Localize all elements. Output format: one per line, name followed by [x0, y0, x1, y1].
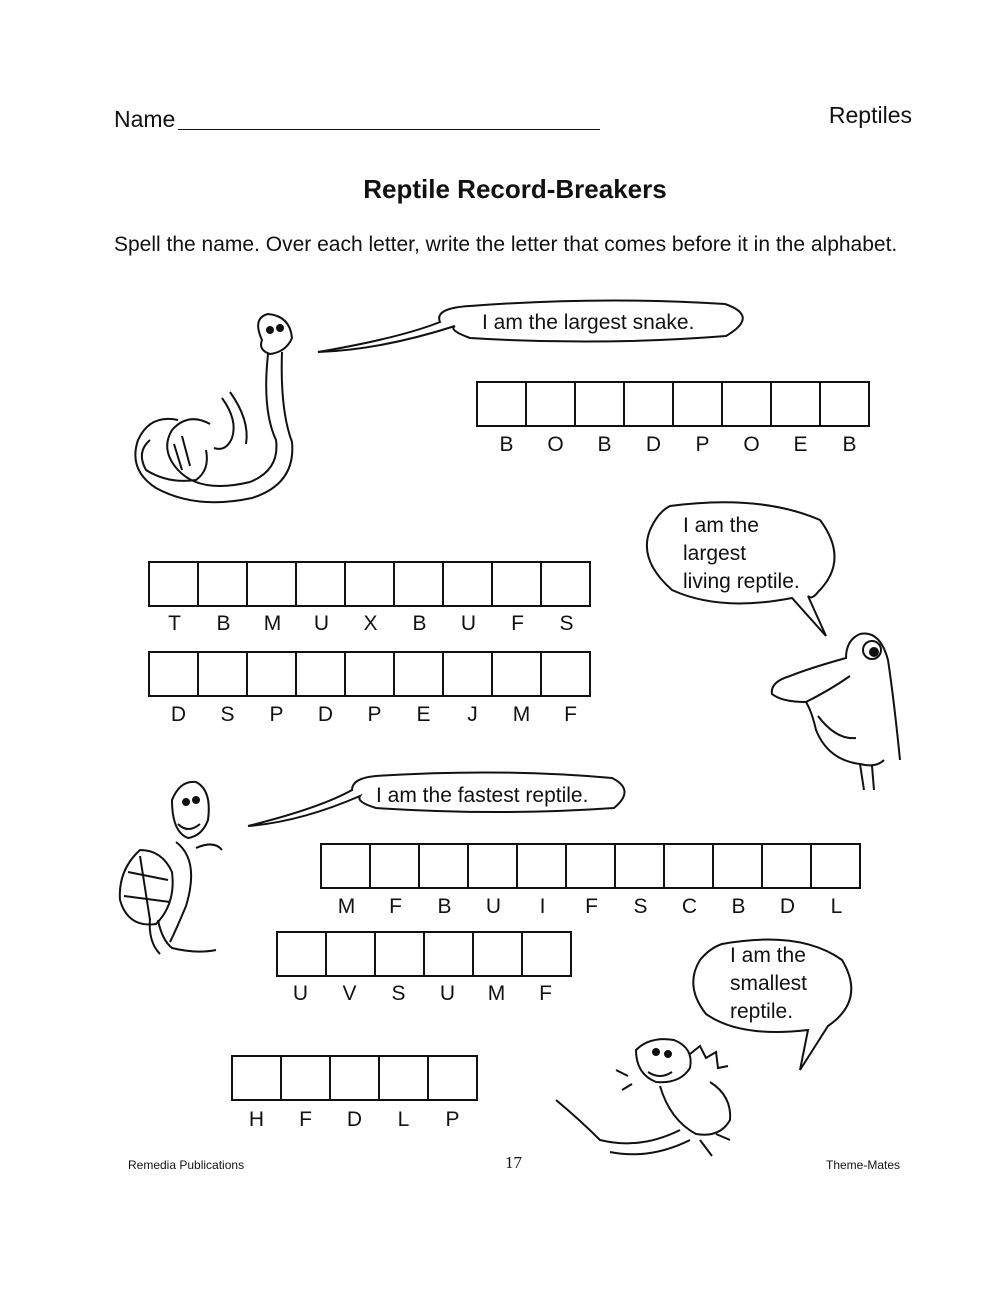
snake-bubble-text: I am the largest snake.	[482, 311, 695, 334]
cipher-letter: F	[389, 895, 402, 918]
answer-box[interactable]	[476, 381, 527, 427]
turtle-cipher-letters-2	[276, 982, 570, 1006]
cipher-letter: S	[391, 982, 406, 1005]
cipher-letter: B	[842, 433, 857, 456]
turtle-bubble-text: I am the fastest reptile.	[376, 784, 589, 807]
cipher-letter: L	[830, 895, 843, 918]
answer-box[interactable]	[329, 1055, 380, 1101]
cipher-letter: F	[585, 895, 598, 918]
instructions: Spell the name. Over each letter, write the letter that comes before it in the alphabet.	[114, 233, 898, 256]
turtle-answer-boxes-1[interactable]	[320, 843, 859, 889]
alligator-bubble-line-3: living reptile.	[683, 570, 800, 593]
alligator-bubble-line-1: I am the	[683, 514, 759, 537]
cipher-letter: F	[299, 1108, 312, 1131]
answer-box[interactable]	[280, 1055, 331, 1101]
cipher-letter: C	[681, 895, 698, 918]
answer-box[interactable]	[623, 381, 674, 427]
cipher-letter: D	[779, 895, 796, 918]
cipher-letter: D	[346, 1108, 363, 1131]
answer-box[interactable]	[565, 843, 616, 889]
name-label: Name	[114, 106, 176, 132]
cipher-letter: J	[467, 703, 478, 726]
cipher-letter: U	[292, 982, 309, 1005]
cipher-letter: P	[445, 1108, 460, 1131]
answer-box[interactable]	[442, 651, 493, 697]
answer-box[interactable]	[663, 843, 714, 889]
answer-box[interactable]	[712, 843, 763, 889]
alligator-cipher-letters-1	[150, 612, 591, 636]
answer-box[interactable]	[197, 651, 248, 697]
cipher-letter: M	[512, 703, 531, 726]
cipher-letter: F	[564, 703, 577, 726]
cipher-letter: M	[337, 895, 356, 918]
cipher-letter: X	[363, 612, 378, 635]
cipher-letter: U	[313, 612, 330, 635]
answer-box[interactable]	[442, 561, 493, 607]
lizard-cipher-letters	[232, 1108, 477, 1132]
cipher-letter: B	[597, 433, 612, 456]
answer-box[interactable]	[246, 651, 297, 697]
cipher-letter: P	[269, 703, 284, 726]
cipher-letter: H	[248, 1108, 265, 1131]
answer-box[interactable]	[418, 843, 469, 889]
answer-box[interactable]	[148, 651, 199, 697]
answer-box[interactable]	[810, 843, 861, 889]
answer-box[interactable]	[491, 561, 542, 607]
lizard-answer-boxes[interactable]	[231, 1055, 476, 1101]
footer-series: Theme-Mates	[826, 1158, 901, 1172]
answer-box[interactable]	[540, 651, 591, 697]
answer-box[interactable]	[819, 381, 870, 427]
answer-box[interactable]	[231, 1055, 282, 1101]
answer-box[interactable]	[325, 931, 376, 977]
answer-box[interactable]	[721, 381, 772, 427]
answer-box[interactable]	[197, 561, 248, 607]
cipher-letter: S	[559, 612, 574, 635]
lizard-bubble-line-3: reptile.	[730, 1000, 794, 1023]
answer-box[interactable]	[540, 561, 591, 607]
snake-cipher-letters	[482, 433, 874, 457]
cipher-letter: U	[485, 895, 502, 918]
answer-box[interactable]	[516, 843, 567, 889]
answer-box[interactable]	[320, 843, 371, 889]
answer-box[interactable]	[423, 931, 474, 977]
cipher-letter: F	[511, 612, 524, 635]
cipher-letter: M	[263, 612, 282, 635]
answer-box[interactable]	[761, 843, 812, 889]
cipher-letter: P	[367, 703, 382, 726]
answer-box[interactable]	[295, 561, 346, 607]
cipher-letter: E	[793, 433, 808, 456]
answer-box[interactable]	[344, 651, 395, 697]
cipher-letter: D	[170, 703, 187, 726]
answer-box[interactable]	[614, 843, 665, 889]
answer-box[interactable]	[467, 843, 518, 889]
cipher-letter: B	[731, 895, 746, 918]
snake-answer-boxes[interactable]	[476, 381, 868, 427]
cipher-letter: D	[645, 433, 662, 456]
answer-box[interactable]	[525, 381, 576, 427]
cipher-letter: V	[342, 982, 357, 1005]
cipher-letter: P	[695, 433, 710, 456]
cipher-letter: F	[539, 982, 552, 1005]
answer-box[interactable]	[574, 381, 625, 427]
lizard-bubble-line-2: smallest	[730, 972, 808, 995]
alligator-answer-boxes-2[interactable]	[148, 651, 589, 697]
snake-illustration	[135, 314, 292, 502]
cipher-letter: O	[743, 433, 760, 456]
answer-box[interactable]	[148, 561, 199, 607]
answer-box[interactable]	[246, 561, 297, 607]
cipher-letter: L	[397, 1108, 410, 1131]
cipher-letter: E	[416, 703, 431, 726]
cipher-letter: B	[437, 895, 452, 918]
answer-box[interactable]	[427, 1055, 478, 1101]
cipher-letter: D	[317, 703, 334, 726]
answer-box[interactable]	[521, 931, 572, 977]
cipher-letter: T	[168, 612, 181, 635]
turtle-illustration	[120, 782, 222, 954]
topic-label: Reptiles	[828, 102, 912, 128]
cipher-letter: U	[460, 612, 477, 635]
cipher-letter: M	[487, 982, 506, 1005]
cipher-letter: O	[547, 433, 564, 456]
answer-box[interactable]	[393, 561, 444, 607]
answer-box[interactable]	[378, 1055, 429, 1101]
alligator-cipher-letters-2	[154, 703, 595, 727]
answer-box[interactable]	[369, 843, 420, 889]
answer-box[interactable]	[770, 381, 821, 427]
alligator-illustration	[772, 634, 900, 790]
lizard-bubble-line-1: I am the	[730, 944, 806, 967]
answer-box[interactable]	[344, 561, 395, 607]
cipher-letter: S	[220, 703, 235, 726]
page-number: 17	[505, 1153, 522, 1172]
answer-box[interactable]	[672, 381, 723, 427]
cipher-letter: S	[633, 895, 648, 918]
turtle-answer-boxes-2[interactable]	[276, 931, 570, 977]
answer-box[interactable]	[491, 651, 542, 697]
cipher-letter: B	[499, 433, 514, 456]
page-title: Reptile Record-Breakers	[363, 174, 667, 204]
answer-box[interactable]	[295, 651, 346, 697]
cipher-letter: U	[439, 982, 456, 1005]
alligator-answer-boxes-1[interactable]	[148, 561, 589, 607]
answer-box[interactable]	[472, 931, 523, 977]
alligator-bubble-line-2: largest	[683, 542, 747, 565]
footer-publisher: Remedia Publications	[128, 1158, 245, 1172]
cipher-letter: B	[412, 612, 427, 635]
cipher-letter: B	[216, 612, 231, 635]
cipher-letter: I	[539, 895, 546, 918]
lizard-illustration	[556, 1039, 730, 1156]
answer-box[interactable]	[393, 651, 444, 697]
turtle-cipher-letters-1	[322, 895, 861, 919]
answer-box[interactable]	[276, 931, 327, 977]
answer-box[interactable]	[374, 931, 425, 977]
